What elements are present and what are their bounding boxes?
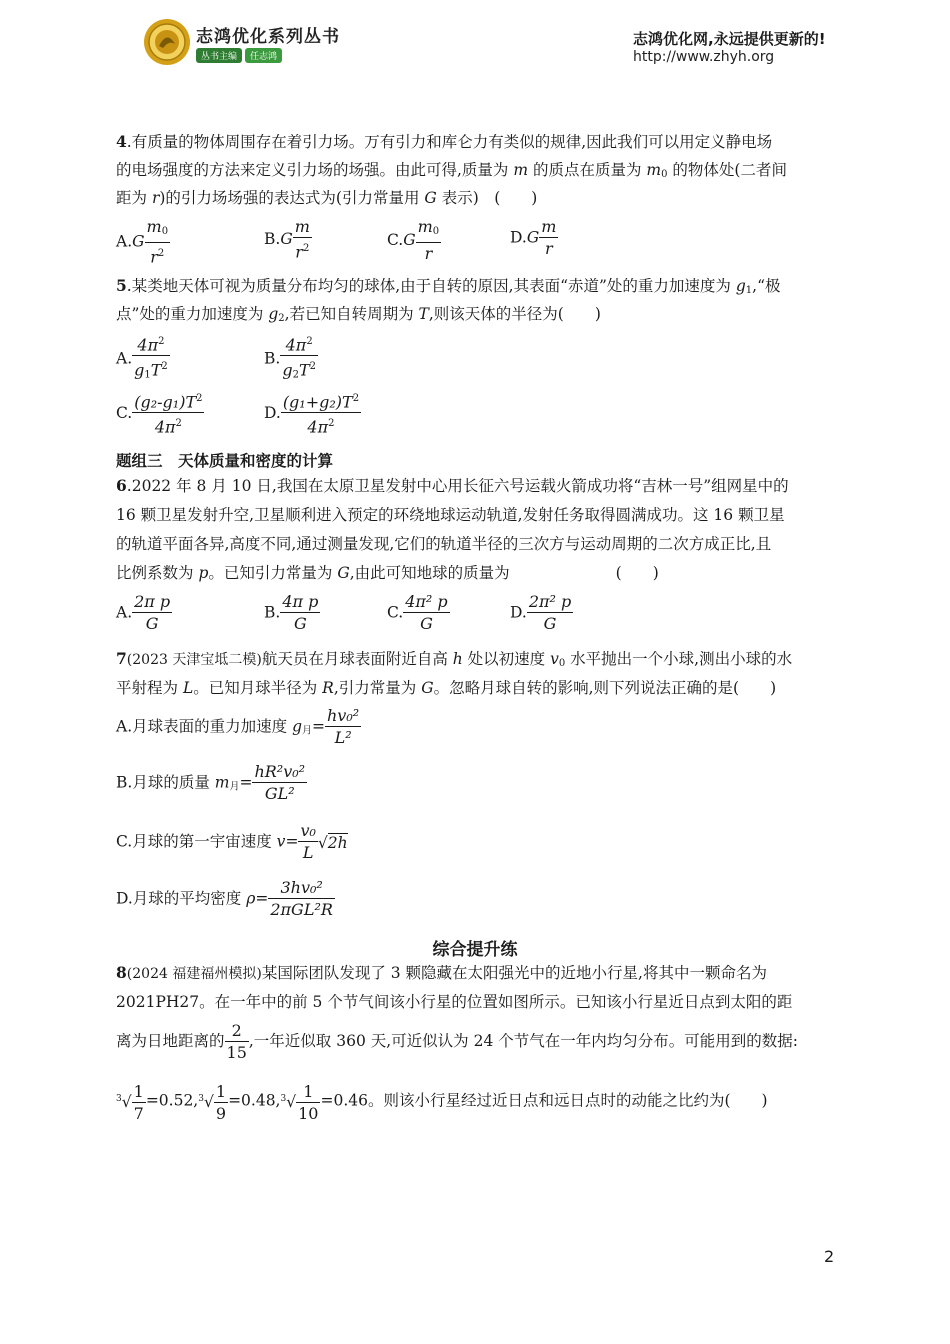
section-title-comprehensive: 综合提升练 [432, 940, 518, 960]
q8-line-1: 8(2024 福建福州模拟)某国际团队发现了 3 颗隐藏在太阳强光中的近地小行星,将其中一颗命名为 [116, 963, 767, 982]
q8-line-3: 离为日地距离的 $\frac{2}{15}$ ,一年近似取 360 天,可近似认为 24 个节气在一年内均匀分布。可能用到的数据: [116, 1020, 798, 1062]
q4-line-2: 的电场强度的方法来定义引力场的场强。由此可得,质量为 m 的质点在质量为 $m_0$ 的物体处(二者间 [116, 161, 787, 180]
q4-line-3: 距为 r)的引力场场强的表达式为(引力常量用 G 表示) ( ) [116, 189, 538, 207]
q6-line-3: 的轨道平面各异,高度不同,通过测量发现,它们的轨道半径的三次方与运动周期的二次方成正比,且 [116, 535, 772, 553]
q8-line-4: $^3$√ $\frac{1}{7}$ =0.52,$^3$√ $\frac{1}{9}$ =0.48,$^3$√ $\frac{1}{10}$ =0.46。则该小行星经过近日点和远日点时的动能之比约为( ) [116, 1078, 768, 1125]
cube-root-1-10: $^3$√ $\frac{1}{10}$ [280, 1081, 319, 1123]
q7-option-a[interactable]: A.月球表面的重力加速度 $g_月=$ $\frac{\text{hv₀²}}{\text{L²}}$ [116, 706, 360, 747]
q4-option-d[interactable]: D.G $\frac{m}{r}$ [510, 217, 557, 258]
q5-line-2: 点”处的重力加速度为 $g_2$,若已知自转周期为 T,则该天体的半径为( ) [116, 305, 601, 324]
page-number: 2 [824, 1247, 835, 1266]
q4-option-b[interactable]: B.G $\frac{m}{r^2}$ [264, 217, 310, 262]
q6-option-a[interactable]: A. $\frac{\text{2π p}}{G}$ [116, 592, 171, 633]
q7-line-1: 7(2023 天津宝坻二模)航天员在月球表面附近自高 h 处以初速度 $v_0$ 水平抛出一个小球,测出小球的水 [116, 649, 793, 669]
q7-line-2: 平射程为 L。已知月球半径为 R,引力常量为 G。忽略月球自转的影响,则下列说法正确的是( ) [116, 679, 777, 697]
brand-title: 志鸿优化系列丛书 [196, 27, 340, 47]
header-slogan: 志鸿优化网,永远提供更新的! [633, 30, 826, 48]
q5-option-b[interactable]: B. $\frac{4\pi^2}{g_2T^2}$ [264, 332, 318, 387]
q4-option-c[interactable]: C.G $\frac{m_0}{r}$ [387, 217, 440, 263]
q4-option-a[interactable]: A.G $\frac{m_0}{r^2}$ [116, 217, 169, 267]
editor-name: 任志鸿 [245, 48, 282, 63]
cube-root-1-9: $^3$√ $\frac{1}{9}$ [198, 1081, 227, 1123]
publisher-logo-icon [143, 18, 191, 66]
q6-line-1: 6.2022 年 8 月 10 日,我国在太原卫星发射中心用长征六号运载火箭成功将“吉林一号”组网星中的 [116, 476, 789, 495]
q6-option-c[interactable]: C. $\frac{\text{4π² p}}{G}$ [387, 592, 448, 633]
q6-line-4: 比例系数为 p。已知引力常量为 G,由此可知地球的质量为 ( ) [116, 564, 659, 582]
q7-option-b[interactable]: B.月球的质量 $m_月=$ $\frac{\text{hR²v₀²}}{\text{GL²}}$ [116, 762, 306, 803]
q8-line-2: 2021PH27。在一年中的前 5 个节气间该小行星的位置如图所示。已知该小行星近日点到太阳的距 [116, 993, 793, 1011]
header-url[interactable]: http://www.zhyh.org [633, 49, 775, 65]
sqrt-sign: √2h [317, 833, 348, 852]
q6-line-2: 16 颗卫星发射升空,卫星顺利进入预定的环绕地球运动轨道,发射任务取得圆满成功。这 16 颗卫星 [116, 506, 785, 524]
q6-option-d[interactable]: D. $\frac{\text{2π² p}}{G}$ [510, 592, 572, 633]
q5-option-a[interactable]: A. $\frac{4\pi^2}{g_1T^2}$ [116, 332, 170, 387]
q6-option-b[interactable]: B. $\frac{\text{4π p}}{G}$ [264, 592, 319, 633]
q5-option-c[interactable]: C. $\frac{(g_2-g_1)T^2}{4\pi^2}$ [116, 389, 204, 439]
editor-badge [196, 48, 282, 63]
q5-option-d[interactable]: D. $\frac{(g_1+g_2)T^2}{4\pi^2}$ [264, 389, 361, 439]
q7-option-c[interactable]: C.月球的第一宇宙速度 v= $\frac{\text{v₀}}{L}$ √2h [116, 821, 348, 862]
q7-option-d[interactable]: D.月球的平均密度 ρ= $\frac{\text{3hv₀²}}{\text{2πGL²R}}$ [116, 878, 333, 919]
section-title-group-3: 题组三 天体质量和密度的计算 [116, 452, 334, 470]
editor-label: 丛书主编 [196, 48, 242, 63]
q4-line-1: 4.有质量的物体周围存在着引力场。万有引力和库仑力有类似的规律,因此我们可以用定义静电场 [116, 132, 773, 151]
q5-line-1: 5.某类地天体可视为质量分布均匀的球体,由于自转的原因,其表面“赤道”处的重力加速度为 $g_1,“$极 [116, 276, 781, 296]
cube-root-1-7: $^3$√ $\frac{1}{7}$ [116, 1081, 144, 1123]
